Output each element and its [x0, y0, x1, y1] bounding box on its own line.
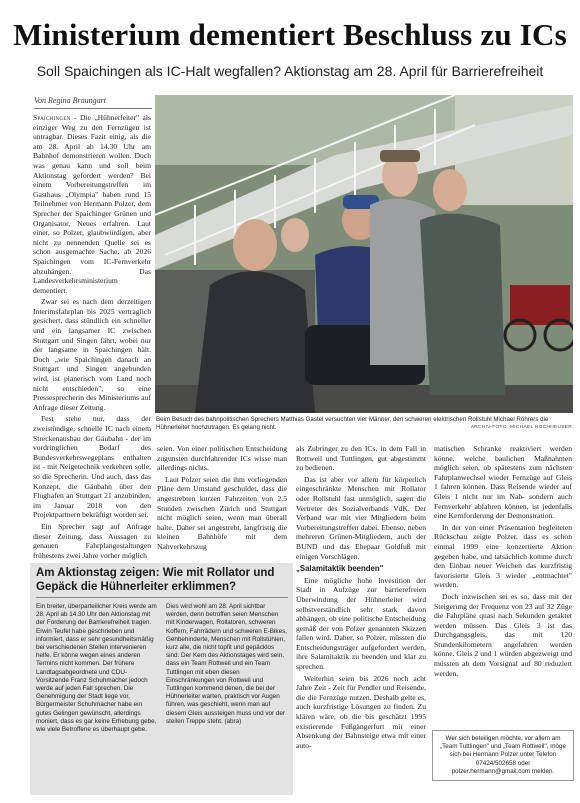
info-box-title: Am Aktionstag zeigen: Wie mit Rollator und Gepäck die Hühnerleiter erklimmen?: [36, 567, 275, 593]
paragraph: [33, 113, 151, 295]
paragraph: Laut Polzer seien die ihm vorliegenden Pläne dem Umstand geschuldet, dass die angestrebten kurzen Fahrzeiten von 2,5 Stunden zwischen Zürich und Stuttgart nicht möglich seien, wenn man überall halte. Daher sei angestrebt, langfristig die kleinen Bahnhöfe mit dem Nahverkehrszug: [157, 474, 287, 551]
info-box-column-left: Ein breiter, überparteilicher Kreis werde am 28. April ab 14.30 Uhr den Aktionstag mit der Forderung der Barrierefreiheit tragen. Erwin Teufel habe geschrieben und informiert, dass er sehr gesundheitsmäßig bei verschiedenen Stellen intervenieren helfe. Er könne wegen eines anderen Termins nicht kommen. Der frühere Landtagsabgeordnete und CDU-Vorsitzende Franz Schuhmacher jedoch werde auf jeden Fall sprechen. Die Genehmigung der Stadt liege vor, Bürgermeister Schuhmacher habe ein gutes Gelingen gewünscht, allerdings moniert, dass es gar keine Erhebung gebe, wie viele Betroffene es überhaupt gebe.: [36, 603, 157, 734]
photo-credit: ARCHIV-FOTO: MICHAEL HOCHHEUSER: [470, 425, 572, 430]
paragraph: Zwar sei es nach dem derzeitigen Interimsfahrplan bis 2025 vertraglich gesichert, dass stündlich ein schneller und ein langsamer IC zwischen Stuttgart und Singen fährt, wobei nur der langsame in Spaichingen hält. Doch „wie Spaichingen danach an Stuttgart und Singen angebunden wird, ist planerisch vom Land noch nicht entschieden", so eine Pressesprecherin des Ministeriums auf Anfrage dieser Zeitung.: [33, 297, 151, 412]
article-column-4: [434, 444, 572, 680]
caption-text: Beim Besuch des bahnpolitischen Sprechers Matthias Gastel versuchten vier Männer, den schweren elektrischen Rollstuhl Michael Röhrers die Hühnerleiter hochzutragen. Es gelang nicht.: [156, 416, 549, 431]
article-column-1: [33, 113, 151, 562]
paragraph: als Zubringer zu den ICs, in dem Fall in Rottweil und Tuttlingen, gut abgestimmt zu bedienen.: [296, 444, 426, 473]
paragraph: In der von einer Präsentation begleiteten Rückschau zeigte Polzer, dass es schon einmal 1999 eine konzertierte Aktion gegeben habe, und tatsächlich komme durch den Einbau neuer Weichen das kurzfristig favorisierte Gleis 3 wieder „entmachtet" werden.: [434, 522, 572, 590]
section-subhead: „Salamitaktik beenden": [296, 564, 384, 574]
photo-illustration: [155, 95, 573, 413]
paragraph: Das ist aber vor allem für körperlich eingeschränkte Menschen mit Rollator oder Rollstuhl fast unmöglich, sagen die Vertreter des Sozialverbands VdK. Der Verband war mit vier Mitgliedern beim Vorbereitungstreffen dabei. Ebenso, neben mehreren Grünen-Mitgliedern, auch der BUND und das Ehepaar Goldfuß mit einigen Vorschlägen.: [296, 474, 426, 561]
paragraph: matischen Schranke reaktiviert werden könne, welche baulichen Maßnahmen möglich seien, ob spätestens zum nächsten Fahrplanwechsel wieder Fernzüge auf Gleis 1 fahren können. Dass Reisende wieder auf Gleis 1 nicht nur im Nah- sondern auch Fernverkehr abfahren können, ist jedenfalls eine Kernforderung der Demonstration.: [434, 444, 572, 521]
paragraph: Doch inzwischen sei es so, dass mit der Steigerung der Frequenz von 23 auf 32 Züge die Fahrpläne quasi nach Sekunden getaktet werden müssen. Das Gleis 3 ist das Durchgangsgleis, das mit 120 Stundenkilometern angefahren werden könne. Gleis 2 und 1 würden abgezweigt und müssten ab dem Vorsignal auf 80 reduziert werden.: [434, 591, 572, 678]
paragraph: Ein Sprecher sagt auf Anfrage dieser Zeitung, dass Aussagen zu genauen Fahrplangestaltungen frühestens zwei Jahre vorher möglich: [33, 521, 151, 560]
dateline: Spaichingen: [33, 113, 71, 122]
paragraph: seien. Von einer politischen Entscheidung zugunsten durchfahrender ICs wisse man allerdings nichts.: [157, 444, 287, 473]
info-box-column-right: Dies wird wohl am 28. April sichtbar werden, denn betroffen seien Menschen mit Kinderwagen, Rollatoren, schweren Koffern, Fahrrädern und schweren E-Bikes, Gehbehinderte, Menschen mit Rollstühlen, kurz alle, die nicht topfit und gepäcklos sind. Der Kern des Aktionstages wird sein, dass ein Team Rottweil und ein Team Tuttlingen mit eben diesen Einschränkungen von Rottweil und Tuttlingen kommend denen, die bei der Hühnerleiter warten, praktisch vor Augen führen, was geschieht, wenn man auf diesem Gleis aussteigen muss und vor der steilen Treppe steht. (abra): [166, 603, 287, 725]
article-column-3: [296, 444, 426, 752]
byline-divider: [34, 108, 152, 109]
info-box-divider: [36, 597, 288, 598]
byline: Von Regina Braungart: [34, 96, 106, 105]
paragraph: Fest stehe nur, dass der zweistündige, schnelle IC nach einem Streckenausbau der Gäubahn - der im vordringlichen Bedarf des Bundesverkehrswegeplans enthalten ist - mit Neigetechnik verkehren solle, so die Sprecherin. Und auch, dass das Konzept, die Gäubahn über den Flughafen an Stuttgart 21 anzubinden, im Januar 2018 von den Projektpartnern bekräftigt worden sei.: [33, 414, 151, 520]
subheadline: Soll Spaichingen als IC-Halt wegfallen? Aktionstag am 28. April für Barrierefreiheit: [36, 63, 544, 79]
headline: Ministerium dementiert Beschluss zu ICs: [13, 17, 567, 52]
contact-box: Wer sich beteiligen möchte, vor allem am „Team Tuttlingen" und „Team Rottweil", möge sich bei Hermann Polzer unter Telefon 07424/502658 oder polzer.hermann@gmail.com melden.: [432, 730, 574, 781]
info-box: [30, 563, 293, 795]
paragraph-text: - Die „Hühnerleiter" als einziger Weg zu den Fernzügen ist untragbar. Dieses Fazit einig, als die am 28. April ab 14.30 Uhr am Bahnhof demonstrieren wollen. Doch was genau kann und soll beim Aktionstag gefordert werden? Bei einem Vorbereitungstreffen im Gasthaus „Olympia" haben rund 15 Teilnehmer von Hermann Polzer, dem Sprecher der Spaichinger Grünen und Organisator, Neues erfahren. Laut einer, so Polzer, glaubwürdigen, aber nicht zu nennenden Quelle sei es schon ausgemachte Sache, ab 2026 Spaichingen vom IC-Fernverkehr abzuhängen. Das Landesverkehrsministerium dementiert.: [33, 113, 151, 295]
paragraph: Eine mögliche hohe Investition der Stadt in Aufzüge zur barrierefreien Überwindung der Hühnerleiter wird selbstverständlich sehr stark davon abhängen, ob eine politische Entscheidung gemäß der von Polzer genannten Skizzen fallen wird. Daher, so Polzer, müssten die Entscheidungsträger aufgefordert werden, ihre Salamitaktik zu beenden und klar zu sprechen.: [296, 575, 426, 672]
photo-caption: [156, 416, 572, 432]
article-column-2: [157, 444, 287, 554]
paragraph: Weiterhin seien bis 2026 noch acht Jahre Zeit - Zeit für Pendler und Reisende, die die Fernzüge nutzen. Deshalb gelte es, auch kurzfristige Lösungen zu finden. Zu klären wäre, ob die bis geschätzt 1995 existierende Fußgängerfurt mit einer Absenkung der Bahnsteige etwa mit einer auto-: [296, 673, 426, 750]
article-photo: [155, 95, 573, 413]
